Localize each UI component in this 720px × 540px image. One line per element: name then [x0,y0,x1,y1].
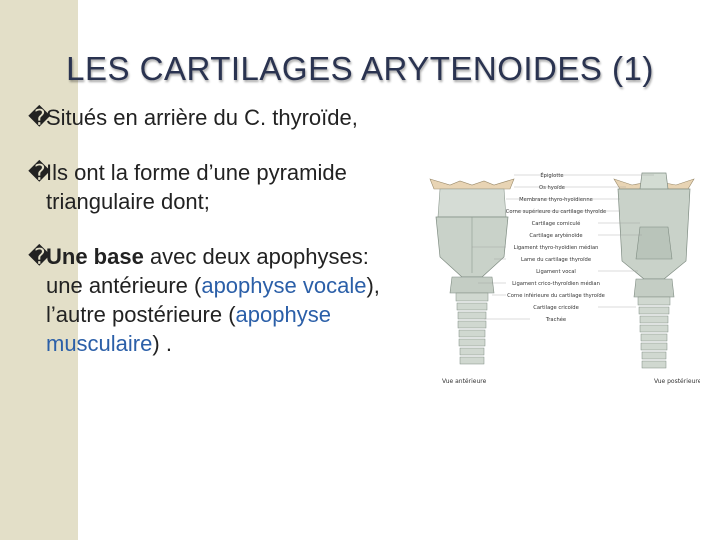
bullet-text: ), l’autre postérieure ( [46,273,380,327]
label-trachee: Trachée [545,317,567,323]
bullet-item [28,103,388,132]
label-ligament-vocal: Ligament vocal [536,269,576,275]
label-corne-inferieure: Corne inférieure du cartilage thyroïde [507,293,605,299]
highlight-apophyse-vocale: apophyse vocale [201,273,367,298]
label-ligament-crico-thyroidien: Ligament crico-thyroïdien médian [512,281,600,287]
bullet-marker: � [28,244,51,269]
posterior-view-drawing [614,173,694,368]
caption-vue-posterieure: Vue postérieure [654,378,700,385]
label-ligament-thyro-hyoidien: Ligament thyro-hyoïdien médian [513,245,599,251]
bullet-strong-text: Une base [46,244,144,269]
caption-vue-anterieure: Vue antérieure [442,378,487,385]
bullet-text: ) . [152,331,172,356]
bullet-text: avec deux apophyses: une antérieure ( [46,244,369,298]
bullet-item [28,158,388,216]
bullet-marker: � [28,160,51,185]
bullet-marker: � [28,105,51,130]
label-lame-thyroide: Lame du cartilage thyroïde [520,257,592,263]
highlight-apophyse-musculaire: apophyse musculaire [46,302,331,356]
bullet-text: Ils ont la forme d’une pyramide triangulaire dont; [46,160,347,214]
bullet-list [28,103,388,384]
anatomy-labels [506,171,606,323]
label-epiglotte: Épiglotte [540,173,564,179]
bullet-item [28,242,388,358]
anterior-view-drawing [430,179,514,364]
label-corne-superieure: Corne supérieure du cartilage thyroïde [505,209,607,215]
slide-title: LES CARTILAGES ARYTENOIDES (1) [66,50,654,87]
larynx-illustration [422,165,700,393]
label-cartilage-arytenoide: Cartilage aryténoïde [529,233,583,239]
larynx-anatomy-svg [422,165,700,393]
bullet-text: Situés en arrière du C. thyroïde, [46,105,358,130]
label-os-hyoide: Os hyoïde [539,185,565,191]
label-cartilage-cricoide: Cartilage cricoïde [533,305,579,311]
label-membrane-thyro-hyoidienne: Membrane thyro-hyoïdienne [519,197,593,203]
label-cartilage-cornicule: Cartilage corniculé [531,221,581,227]
